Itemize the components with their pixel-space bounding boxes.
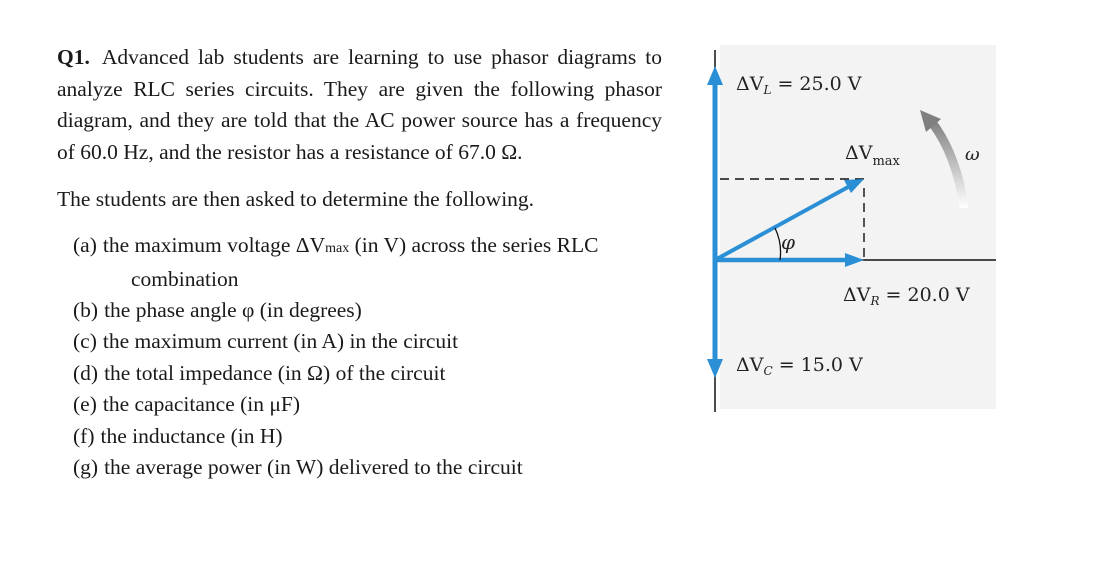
phasor-diagram (700, 40, 1000, 415)
part-text: the phase angle φ (in degrees) (104, 297, 362, 322)
question-number: Q1. (57, 45, 90, 69)
part-label: (c) (73, 329, 97, 353)
vl-label: $\Delta V_L = 25.0$ V (736, 73, 862, 97)
question-intro (57, 42, 662, 168)
vr-label: $\Delta V_R = 20.0$ V (843, 284, 970, 308)
part-text: the maximum voltage (102, 232, 296, 257)
question-part-b (73, 295, 662, 327)
part-text: the inductance (in H) (100, 423, 283, 448)
question-intro-text: Advanced lab students are learning to use phasor diagrams to analyze RLC series circuits. They are given the following phasor diagram, and they are told that the AC power source has a frequency of 60.0 Hz, and the resistor has a resistance of 67.0 Ω. (57, 45, 662, 164)
phase-angle-label: φ (781, 230, 796, 254)
question-part-d (73, 358, 662, 390)
question-prompt: The students are then asked to determine the following. (57, 187, 535, 211)
question-part-g (73, 452, 662, 484)
delta-v-symbol: ΔV (295, 232, 326, 257)
question-part-f (73, 421, 662, 453)
part-label: (e) (73, 392, 97, 416)
part-label: (b) (73, 297, 99, 322)
part-text: the total impedance (in Ω) of the circuit (104, 360, 446, 385)
question-part-a (73, 230, 662, 295)
question-part-e (73, 389, 662, 421)
part-text: the average power (in W) delivered to the circuit (104, 455, 523, 479)
question-parts-list (57, 230, 662, 484)
part-label: (g) (73, 455, 99, 479)
question-block (57, 42, 662, 484)
part-label: (a) (73, 232, 97, 257)
part-text: (in V) across the series RLC combination (131, 232, 599, 291)
part-text: the capacitance (in μF) (102, 392, 301, 416)
part-text: the maximum current (in A) in the circuit (102, 329, 459, 353)
max-subscript: max (325, 240, 350, 256)
omega-label: ω (965, 144, 980, 165)
vc-label: $\Delta V_C = 15.0$ V (736, 354, 863, 378)
vmax-label: $\Delta V_{max}$ (845, 142, 900, 169)
part-label: (d) (73, 360, 99, 385)
question-part-c (73, 326, 662, 358)
part-label: (f) (73, 423, 95, 448)
